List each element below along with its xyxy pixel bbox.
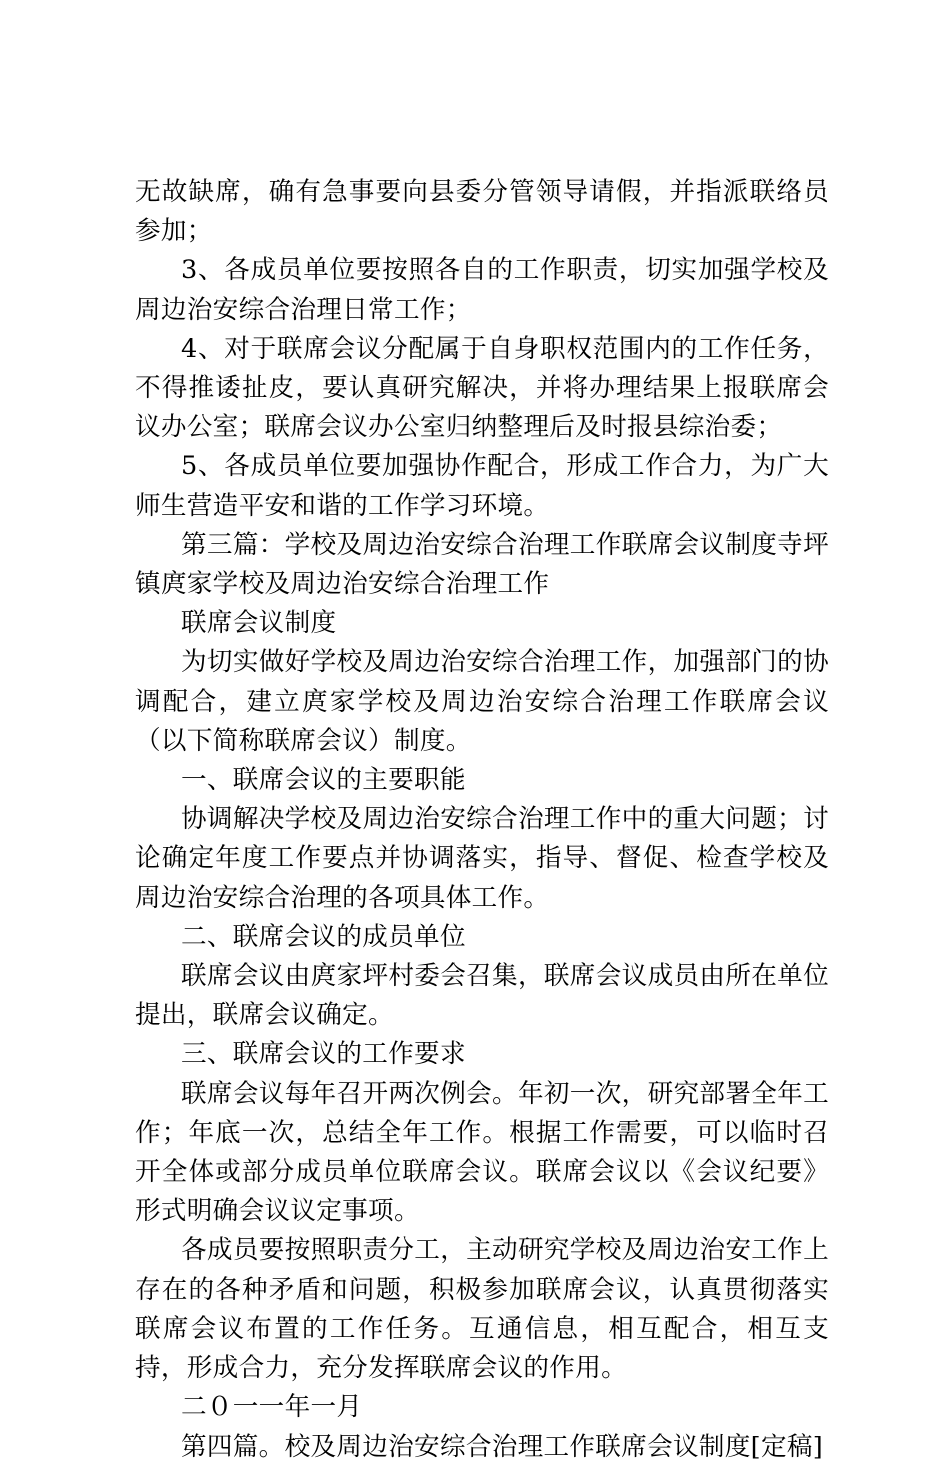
section-subtitle: 联席会议制度 — [181, 608, 337, 639]
heading-main-functions: 一、联席会议的主要职能 — [181, 765, 466, 796]
paragraph-item-3: 3、各成员单位要按照各自的工作职责，切实加强学校及周边治安综合治理日常工作； — [135, 255, 829, 325]
paragraph-intro: 为切实做好学校及周边治安综合治理工作，加强部门的协调配合，建立庹家学校及周边治安综合治理工作联席会议（以下简称联席会议）制度。 — [135, 647, 829, 756]
paragraph-item-5: 5、各成员单位要加强协作配合，形成工作合力，为广大师生营造平安和谐的工作学习环境。 — [135, 451, 829, 521]
document-body — [135, 173, 829, 1467]
paragraph-work-requirements: 联席会议每年召开两次例会。年初一次，研究部署全年工作；年底一次，总结全年工作。根据工作需要，可以临时召开全体或部分成员单位联席会议。联席会议以《会议纪要》形式明确会议议定事项。 — [135, 1078, 829, 1227]
document-date: 二０一一年一月 — [181, 1392, 363, 1423]
section-heading-part-3: 第三篇：学校及周边治安综合治理工作联席会议制度寺坪镇庹家学校及周边治安综合治理工作 — [135, 529, 829, 600]
section-heading-part-4: 第四篇。校及周边治安综合治理工作联席会议制度[定稿] — [181, 1431, 824, 1462]
heading-work-requirements: 三、联席会议的工作要求 — [181, 1039, 466, 1070]
paragraph-item-4: 4、对于联席会议分配属于自身职权范围内的工作任务，不得推诿扯皮，要认真研究解决，并将办理结果上报联席会议办公室；联席会议办公室归纳整理后及时报县综治委； — [135, 333, 829, 443]
paragraph-main-functions: 协调解决学校及周边治安综合治理工作中的重大问题；讨论确定年度工作要点并协调落实，指导、督促、检查学校及周边治安综合治理的各项具体工作。 — [135, 804, 829, 913]
heading-member-units: 二、联席会议的成员单位 — [181, 921, 466, 952]
paragraph-member-units: 联席会议由庹家坪村委会召集，联席会议成员由所在单位提出，联席会议确定。 — [135, 961, 829, 1031]
paragraph-continuation: 无故缺席，确有急事要向县委分管领导请假，并指派联络员参加； — [135, 177, 829, 247]
paragraph-member-duties: 各成员要按照职责分工，主动研究学校及周边治安工作上存在的各种矛盾和问题，积极参加联席会议，认真贯彻落实联席会议布置的工作任务。互通信息，相互配合，相互支持，形成合力，充分发挥联席会议的作用。 — [135, 1235, 829, 1384]
